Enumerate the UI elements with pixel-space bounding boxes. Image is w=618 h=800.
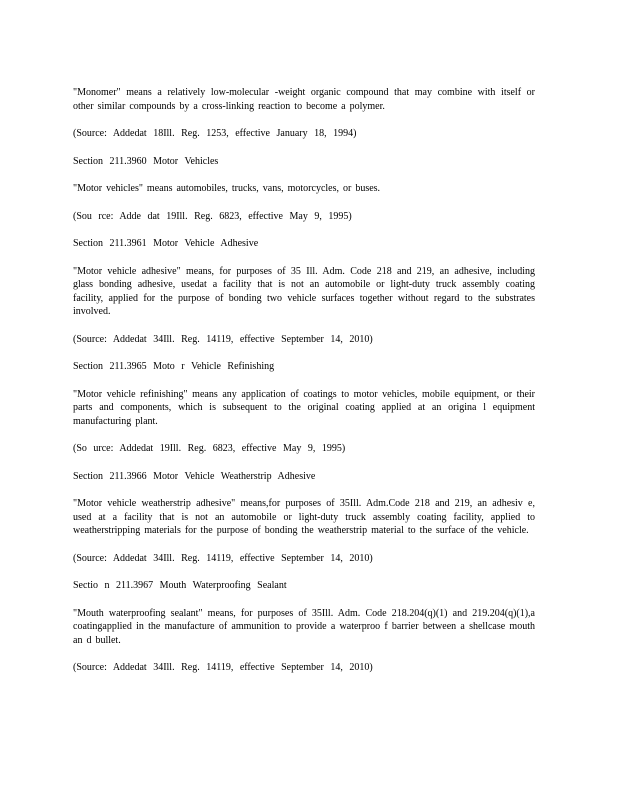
definition-weatherstrip-adhesive: "Motor vehicle weatherstrip adhesive" means,for purposes of 35Ill. Adm.Code 218 and 219, an adhesiv e, used at a facility that is not an automobile or light-duty truck assembly coating facility, applied to weatherstripping materials for the purpose of bonding the weatherstrip material to the surface of the vehicle.: [73, 498, 535, 536]
definition-motor-vehicle-adhesive: "Motor vehicle adhesive" means, for purposes of 35 Ill. Adm. Code 218 and 219, an adhesive, including glass bonding adhesive, usedat a facility that is not an automobile or light-duty truck assembly coating facility, applied for the purpose of bonding two vehicle surfaces together without regard to the substrates involved.: [73, 265, 535, 317]
definition-monomer: "Monomer" means a relatively low-molecular -weight organic compound that may combine with itself or other similar compounds by a cross-linking reaction to become a polymer.: [73, 87, 535, 112]
source-note: (Source: Addedat 34Ill. Reg. 14119, effective September 14, 2010): [73, 333, 373, 345]
section-heading-211-3965: Section 211.3965 Moto r Vehicle Refinishing: [73, 361, 275, 372]
definition-mouth-waterproofing-sealant: "Mouth waterproofing sealant" means, for purposes of 35Ill. Adm. Code 218.204(q)(1) and 219.204(q)(1),a coatingapplied in the manufacture of ammunition to provide a waterproo f barrier between a shellcase mouth an d bullet.: [73, 607, 535, 646]
definition-motor-vehicle-refinishing: "Motor vehicle refinishing" means any application of coatings to motor vehicles, mobile equipment, or their parts and components, which is subsequent to the original coating applied at an origina l equipment manufacturing plant.: [73, 388, 535, 427]
source-note: (So urce: Addedat 19Ill. Reg. 6823, effective May 9, 1995): [73, 443, 346, 454]
section-heading-211-3966: Section 211.3966 Motor Vehicle Weatherstrip Adhesive: [73, 470, 316, 482]
source-note: (Source: Addedat 34Ill. Reg. 14119, effective September 14, 2010): [73, 552, 373, 564]
document-page: [73, 86, 535, 689]
section-heading-211-3960: Section 211.3960 Motor Vehicles: [73, 155, 219, 167]
source-note: (Sou rce: Adde dat 19Ill. Reg. 6823, effective May 9, 1995): [73, 210, 352, 222]
source-note: (Source: Addedat 34Ill. Reg. 14119, effective September 14, 2010): [73, 662, 373, 673]
definition-motor-vehicles: "Motor vehicles" means automobiles, trucks, vans, motorcycles, or buses.: [73, 183, 381, 194]
section-heading-211-3961: Section 211.3961 Motor Vehicle Adhesive: [73, 238, 259, 249]
source-note: (Source: Addedat 18Ill. Reg. 1253, effective January 18, 1994): [73, 128, 357, 139]
section-heading-211-3967: Sectio n 211.3967 Mouth Waterproofing Sealant: [73, 580, 287, 591]
